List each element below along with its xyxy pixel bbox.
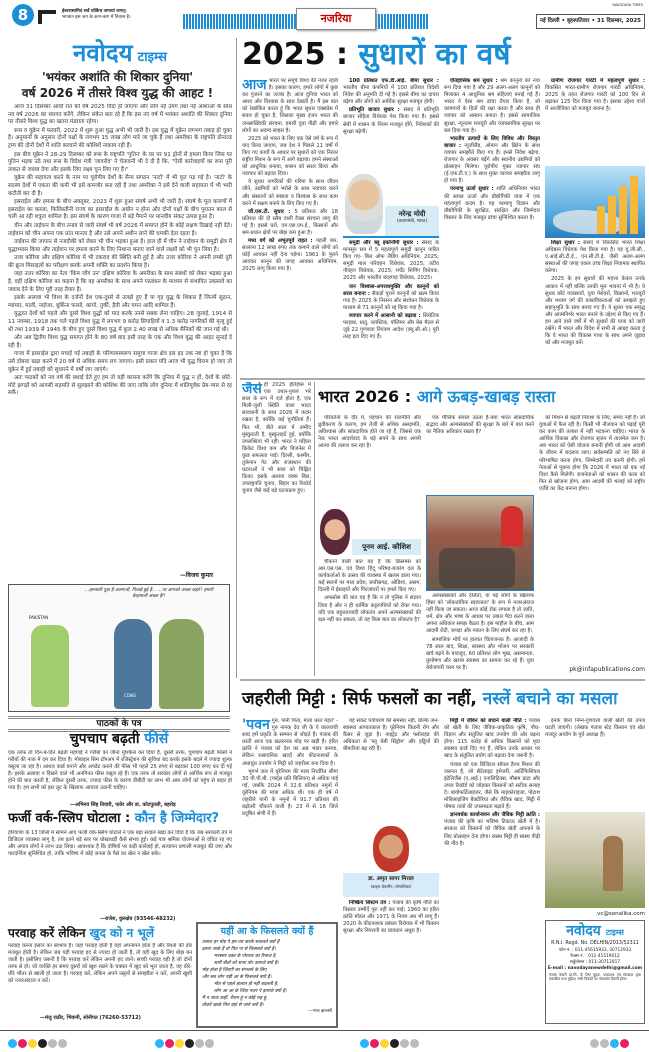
article-1-headline-year: 2025 :: [242, 37, 348, 72]
article-2-lead-column: [242, 382, 311, 676]
paragraph: निष्क्रिय सिस्टम तंत्र : पंजाब की कृषि नीति का विस्तार उम्मीदें पूरा नहीं कर पाई। 1960 का हरित क्रांति मॉडल और 1971 के नियम अब भी लागू हैं। 2020 के कीटनाशक प्रबंधन विधेयक में भी किसान सुरक्षा और निगरानी का प्रावधान अधूरा है।: [343, 900, 439, 935]
letter-3-author: —मंजु राठौर, भिवानी, सोनीपत (76260-53712): [40, 1015, 141, 1021]
poem-line: मयस्सर वक़्त के पोशाक का रिवाज है,: [214, 954, 277, 959]
bar-graphic: [619, 186, 627, 234]
imprint-box: [545, 920, 645, 1024]
article-1-col-3-text: [444, 78, 540, 376]
modi-role: (प्रधानमंत्री, भारत): [396, 219, 428, 224]
article-2-col-2-text-bottom: [426, 593, 534, 674]
editorial-title-1: 'भयंकर अशांति की शिकार दुनिया': [42, 70, 193, 84]
letter-2-title-b: कौन है जिम्मेदार?: [134, 811, 220, 826]
paragraph: इसके अलावा भी विश्व के दर्जनों देश एक-दूसरे से उलझे हुए हैं या गृह युद्ध के शिकार हैं जिनमें सूडान, म्यांमार, माली, नाईजर, बुर्किना फासो, कांगो, तुर्की, हैती और यमन आदि शामिल हैं।: [8, 295, 232, 309]
article-2-col-1: [318, 415, 421, 676]
article-1-col-1-text: [242, 78, 338, 376]
paragraph: जन विश्वास-अपराधमुक्ति और कानूनों को सरल बनाना : सैकड़ों पुराने कानूनों को खत्म किया गया है। 2025 के निरसन और संशोधन विधेयक के माध्यम से 71 कानूनों को रद्द किया गया है।: [343, 283, 439, 311]
imprint-fax: फैक्स नं. : 011-41519012: [570, 953, 620, 959]
letter-1-title-a: चुपचाप बढ़ती: [69, 731, 140, 747]
imprint-note: पंजाब केसरी प्रा.लि. के लिए मुद्रक, प्रकाशक एवं संपादक द्वारा प्रकाशित तथा मुद्रित। सभी विवादों का न्यायक्षेत्र दिल्ली होगा।: [549, 972, 641, 982]
masthead-suffix: टाइम्स: [137, 50, 167, 65]
letter-3-title: [8, 926, 154, 941]
section-divider: [240, 378, 645, 380]
bar-graphic: [608, 196, 616, 234]
article-3-col-1: [242, 718, 338, 918]
letters-section-label: पाठकों के पत्र: [92, 719, 145, 729]
article-3-col-2-text-bottom: [343, 900, 439, 1024]
letter-3-body: परवाह करना इंसान का स्वभाव है। जहां परवाह होती है वहां अपनापन होता है और रिश्तों की डोर मजबूत होती है। लेकिन जब यही परवाह हद से ज्यादा हो जाती है, तो वही खुद के लिए बोझ बन जाती है। इसीलिए जरूरी है कि परवाह करें लेकिन अपनी हद जानें। सच्ची परवाह वही है जो दोनों तरफ से हो। जो व्यक्ति हर समय दूसरों को खुश रखने के चक्कर में खुद को भूल जाता है, वह धीरे-धीरे भीतर से खाली हो जाता है। परवाह करें, लेकिन अपने उसूलों से समझौता न करें, अपनी खुशी को नजरअंदाज न करें।: [8, 943, 192, 985]
poem-line: मौत से पहले हालात हो नहीं बदलती है,: [214, 982, 279, 987]
cartoon-caption: ...हमवाली पुड़ा है अलगाची, पिचाड़े हुई है... ...पर आपको अच्छा कहां!! हमारी बेरहमाली अच्छा है!!: [84, 588, 214, 599]
article-3-col-4-text: [545, 718, 645, 810]
paragraph: भारत पर समूचे विश्व की नजर रहती है। इसका कारण, हमारे लोगों में कुछ कर गुजरने का जज्बा है। आज दुनिया भारत को आशा और विश्वास के साथ देखती है। मैं इस बात को रेखांकित करता हूं कि भारत सुधार एक्सप्रेस में सवार हो चुका है, जिसका मुख्य इंजन भारत की जनसांख्यिकी संरचना, हमारी युवा पीढ़ी और हमारे लोगों का अदम्य साहस है।: [242, 78, 338, 134]
paragraph: चौंकाने वाली बात यह है कि क्रिसमस को आर.एस.एस. एवं विश्व हिंदू परिषद-बजरंग दल के कार्यकर्ताओं के उत्सव की व्यवस्था में खलल डाला गया। कई स्थानों पर मध्य प्रदेश, छत्तीसगढ़, ओडिशा, असम, दिल्ली में ईसाइयों और गिरजाघरों पर हमले किए गए।: [318, 559, 421, 594]
paragraph: ज्ञानवर्धक कार्यान्वयन और जैविक मिट्टी क्रांति : पंजाब की कृषि का भविष्य टिकाऊ खेती में है। सरकार को किसानों को जैविक खेती अपनाने के लिए प्रोत्साहन देना होगा। स्वस्थ मिट्टी ही स्वस्थ पीढ़ी की नींव है।: [444, 812, 540, 847]
article-2-col-3-text: [539, 415, 645, 663]
article-2-col-2: [426, 415, 534, 676]
article-1-col-4: [545, 78, 645, 376]
paragraph: ये सुधार नागरिकों की गरिमा के साथ जीवन जीने, उद्यमियों को भरोसे के साथ नवाचार करने और संस्थानों को स्पष्टता व विश्वास के साथ काम करने में सक्षम बनाने के लिए किए गए हैं।: [242, 179, 338, 207]
paragraph: उत्तर कोरिया और दक्षिण कोरिया में भी टकराव की स्थिति बनी हुई है और उत्तर कोरिया ने अपनी लम्बी दूरी की क्रूज मिसाइलों का परीक्षण करके अपनी शक्ति का प्रदर्शन किया है।: [8, 255, 232, 269]
paragraph: को मिशन से बढ़ती निराशा के लिए, समय नहीं है। जो युवाओं में फैल रही है। किसी भी नौजवान को पढ़ाई पूरी कर काम की तलाश में नहीं भटकना चाहिए। भारत के आर्थिक विकास और रोजगार सृजन में तालमेल कम है। अब भारत को ऐसी योजना बनानी होगी जो आम आदमी के जीवन में बदलाव लाए। सर्वसम्मति को नए सिरे से परिभाषित करना होगा, जिम्मेदारी तय करनी होगी। हमें नेताओं से पूछना होगा कि 2026 में भारत को एक नई दिशा कैसे मिलेगी। राजनेताओं को शासन की कला को फिर से खोजना होगा, आम आदमी की भलाई को राष्ट्रीय एजैंडे का केंद्र बनाना होगा।: [539, 415, 645, 492]
paragraph: ताईवान की जापान से नजदीकी को लेकर भी चीन भड़का हुआ है। हाल ही में चीन ने ताईवान के समुद्री क्षेत्र में युद्धाभ्यास किया और ताईवान पर हमला करने के लिए निशाना बनाए जाने वाले लक्ष्यों को भी चुन लिया है।: [8, 239, 232, 253]
poem-box: [196, 922, 338, 1028]
paragraph: इस बीच यूक्रेन ने 28-29 दिसम्बर को रूस के राष्ट्रपति 'पुतिन' के घर पर 91 ड्रोनों से हमला किया जिस पर पुतिन भड़क उठे तथा रूस के विदेश मंत्री 'लावरोव' ने चेतावनी भी दे दी है कि, "ऐसी कार्रवाइयों का रूस पूरी ताकत से जवाब देगा और इसके लिए लक्ष्य चुन लिए गए हैं।": [8, 151, 232, 173]
article-2-headline-a: भारत 2026 :: [318, 387, 412, 406]
article-2-headline: [318, 384, 645, 410]
letter-1-author: —अभिनव सिंह तिवारी, पतोर और डा. कोटपुतली, बहरोड़: [70, 802, 176, 808]
paragraph: रूस व यूक्रेन में फरवरी, 2022 में शुरू हुआ युद्ध अभी भी जारी है। इस युद्ध में यूक्रेन लगभग तबाह हो चुका है। अनुमानों के अनुसार दोनों पक्षों के लगभग 15 लाख लोग मारे जा चुके हैं तथा अमरीका के राष्ट्रपति डोनाल्ड ट्रम्प की दोनों देशों में शांति करवाने की कोशिशें नाकाम रही हैं।: [8, 127, 232, 149]
paragraph: प्रतिभूति बाजार सुधार : संसद में प्रतिभूति बाजार संहिता विधेयक पेश किया गया है। इससे सेबी में शासन के नियम मजबूत होंगे, निवेशकों की सुरक्षा बढ़ेगी।: [343, 107, 439, 135]
section-tab: नजरिया: [296, 8, 376, 30]
political-cartoon: [8, 584, 230, 712]
paragraph: मिट्टी में जीवन को बचाने वाली नीति : पंजाब को खेती के लिए जैविक-प्राकृतिक कृषि, पौध-विज्ञान और संतुलित खाद उपयोग की ओर बढ़ना होगा। 115 करोड़ से अधिक किसानों को मृदा स्वास्थ्य कार्ड दिए गए हैं, लेकिन उनके आधार पर खाद के संतुलित प्रयोग को बढ़ावा देना जरूरी है।: [444, 718, 540, 760]
letter-3-title-a: परवाह करें लेकिन: [8, 926, 86, 940]
editorial-body: [8, 104, 232, 568]
cartoon-label-cong: CONG: [124, 693, 137, 698]
letter-1-body: एक तरफ तो दिन-ब-दिन बढ़ती महंगाई ने गरीबों का जीना मुश्किल कर दिया है, दूसरी तरफ, चुपचाप बढ़ती फीसों ने गरीबों की नाक में दम कर दिया है। मोबाइल सिम टॉपअप में रजिस्ट्रेशन की सुविधा बंद करके इसके बदले में ज्यादा शुल्क वसूला जा रहा है। आधार कार्ड बनाने और अपडेट कराने की फीस भी पहले 25 रुपए से बढ़ाकर 100 रुपए कर दी गई है। इसके अलावा न दिखने वाले भी अनगिनत फीस वसूल रहे हैं। एक तरफ तो सरकार लोगों से आर्थिक रूप से मजबूत होने की बात करती है, लेकिन दूसरी तरफ, ज्यादा फीस के कारण डीबीटी का लाभ भी आम लोगों को पहुंच से बाहर हो गया है। हम सभी को इस लूट के खिलाफ आवाज उठानी चाहिए।: [8, 750, 232, 792]
paragraph: मध्य वर्ग को अभूतपूर्व राहत : पहली बार, सालाना 12 लाख रुपए तक कमाने वाले लोगों को कोई आयकर नहीं देना पड़ेगा। 1961 के पुराने आयकर कानून की जगह आयकर अधिनियम, 2025 लागू किया गया है।: [242, 238, 338, 273]
mittal-photo: [343, 826, 439, 898]
paragraph: व्यापार करने में आसानी को बढ़ावा : सिंथेटिक फाइबर, धातु, प्लास्टिक, पॉलिमर और बेस मैटल से जुड़े 22 गुणवत्ता नियंत्रण आदेश (क्यू.सी.ओ.) पूरी तरह हटा दिए गए हैं।: [343, 312, 439, 341]
paragraph: शिक्षा सुधार : संसद में विकसित भारत शिक्षा अधिष्ठान विधेयक पेश किया गया है। यह यू.जी.सी., ए.आई.सी.टी.ई., एन.सी.टी.ई. जैसी अलग-अलग संस्थाओं की जगह एकल उच्च शिक्षा नियामक स्थापित करेगा।: [545, 240, 645, 275]
modi-portrait: [345, 174, 383, 234]
mittal-caption: [343, 873, 439, 897]
growth-chart-photo: [545, 166, 645, 238]
modi-photo: [343, 172, 439, 238]
article-3-headline-a: जहरीली मिट्टी : सिर्फ फसलों का नहीं,: [242, 689, 477, 709]
paragraph: ऐतिहासिक श्रम सुधार : श्रम कानूनों को नया रूप दिया गया है और 29 अलग-अलग कानूनों को मिलाकर 4 आधुनिक श्रम संहिताएं बनाई गई हैं। भारत ने ऐसा श्रम ढांचा तैयार किया है, जो कामगारों के हितों की रक्षा करता है और साथ ही व्यापार को आसान बनाता है। इससे सामाजिक सुरक्षा, न्यूनतम मजदूरी और व्यावसायिक सुरक्षा पर बल दिया गया है।: [444, 78, 540, 134]
paragraph: भारतीय उत्पादों के लिए विविध और विस्तृत बाजार : न्यूजीलैंड, ओमान और ब्रिटेन के साथ व्यापार समझौते किए गए हैं। इनसे निवेश बढ़ेगा, रोजगार के अवसर बढ़ेंगे और स्थानीय उद्यमियों को प्रोत्साहन मिलेगा। यूरोपीय मुक्त व्यापार संघ (ई.एफ.टी.ए.) के साथ मुक्त व्यापार समझौता लागू हो गया है।: [444, 135, 540, 185]
poonam-name: पूनम आई. कौशिश: [352, 539, 421, 555]
bar-graphic: [630, 176, 638, 234]
christmas-photo: [426, 495, 534, 591]
article-1-headline-title: सुधारों का वर्ष: [358, 37, 511, 72]
masthead-name: नवोदय: [73, 39, 133, 67]
paragraph: आज 31 दिसम्बर आधी रात को वर्ष 2025 विदा हो जाएगा और लोग नई उमंग तथा नई आशाओं के साथ नव वर्ष 2026 का स्वागत करेंगे, लेकिन संकेत बता रहे हैं कि इस नए वर्ष में भयंकर अशांति की शिकार दुनिया पर तीसरे विश्व युद्ध का खतरा मंडराता रहेगा।: [8, 104, 232, 126]
paragraph: 2025 को भारत के लिए एक ऐसे वर्ष के रूप में याद किया जाएगा, जब देश ने पिछले 11 वर्षों में किए गए कार्यों के आधार पर सुधारों को एक निरंतर राष्ट्रीय मिशन के रूप में आगे बढ़ाया। हमने संस्थाओं को आधुनिक बनाया, शासन को सरल किया और नवाचार को बढ़ावा दिया।: [242, 135, 338, 178]
article-2-col-1-text-bottom: [318, 559, 421, 672]
article-3-col-3-text: [444, 718, 540, 1026]
paragraph: भूगर्भ जल में यूरेनियम की मात्रा निर्धारित सीमा 30 पी.पी.बी. (पार्ट्स प्रति बिलियन) से अधिक पाई गई, जबकि 2024 में 32.6 प्रतिशत नमूनों में यूरेनियम की मात्रा अधिक थी। एक ही वर्ष में जहरीले पानी के नमूनों में 91.7 प्रतिशत की बढ़ोतरी चौंकाने वाली है। 23 में से 16 जिले प्रदूषित श्रेणी में हैं।: [242, 768, 338, 818]
poonam-portrait: [320, 509, 350, 555]
header-date: नई दिल्ली • बृहस्पतिवार • 31 दिसम्बर, 2025: [536, 14, 645, 29]
article-1-col-4-text-top: [545, 78, 645, 164]
letter-2-author: —राजेश, कुरुक्षेत्र (93546-48232): [100, 916, 176, 922]
paragraph: सामाजिक मोर्चे पर हालात चिंताजनक हैं। आजादी के 78 साल बाद, शिक्षा, स्वास्थ्य और भोजन पर सरकारी खर्च बढ़ने के बावजूद, 60 प्रतिशत लोग भूख, असमानता, कुपोषण और खराब स्वास्थ्य का सामना कर रहे हैं। युवा बेरोजगारी चरम पर है।: [426, 636, 534, 671]
column-divider: [236, 38, 237, 678]
poem-line: मोड़ होता है जिंदगी का संभलने के लिए,: [202, 968, 268, 973]
article-3-headline: [242, 684, 645, 714]
article-1-col-3: [444, 78, 540, 376]
article-1-col-2: [343, 78, 439, 376]
imprint-name: नवोदय: [566, 923, 601, 939]
article-1-col-2-text-top: [343, 78, 439, 170]
paragraph: एक मौलिक सवाल उठता है-क्या भारत सांप्रदायिक सद्भाव और अल्पसंख्यकों की सुरक्षा के बारे में बात करने का नैतिक अधिकार रखता है?: [426, 415, 534, 436]
poem-line: तलाश हर मोड़ पे हम तय करके सवालते क्यों हैं: [202, 940, 280, 945]
poem-line: ठोकरें खाके फिर वहां से जाते क्यों हैं।: [202, 1003, 264, 1008]
imprint-masthead: [546, 922, 644, 941]
paragraph: जी.एस.टी. सुधार : 5 प्रतिशत और 18 प्रतिशत की दो स्लैब वाली टैक्स संरचना लागू की गई है। इससे घरों, एम.एस.एम.ई., किसानों और श्रम-प्रधान क्षेत्रों पर बोझ कम हुआ है।: [242, 208, 338, 236]
letter-2-body: हरियाणा के 13 जिलों में सामने आए फर्जी वर्क-स्लिप घोटाले ने एक बड़ा सवाल खड़ा कर दिया है कि जब सरकारी तंत्र में डिजिटल व्यवस्था लागू है, तब इतने बड़े स्तर पर धोखाधड़ी कैसे संभव हुई। कई पात्र श्रमिक योजनाओं से वंचित रह गए और अपात्र लोगों ने लाभ उठा लिया। आवश्यक है कि दोषियों पर कड़ी कार्रवाई हो, सत्यापन प्रणाली मजबूत की जाए और पारदर्शिता सुनिश्चित हो, ताकि भविष्य में कोई जनता के पैसे का खेल न खेल सके।: [8, 830, 232, 858]
paragraph: यह संकट पर्यावरण की समस्या नहीं, बल्कि जन-स्वास्थ्य आपातकाल है। यूरेनियम किडनी रोग और कैंसर से जुड़ा है। नाइट्रेट और फ्लोराइड की अधिकता से 'ब्लू बेबी सिंड्रोम' और हड्डियों की बीमारियां बढ़ रही हैं।: [343, 718, 439, 753]
poem-line: मैं न जाऊं कहीं, रौशन हूं न कोई राह हूं,: [202, 996, 268, 1001]
tagline-line-2: भगवान इस जग के कण-कण में निवास है।: [62, 15, 131, 20]
paragraph: पंजाब को एक डिजिटल सॉयल हैल्थ मिशन की जरूरत है, जो सैटेलाइट इमेजरी, आर्टिफिशियल इंटेलिजैंस (ए.आई.) एनालिटिक्स, मौसम डाटा और उपज रिकॉर्ड को जोड़कर किसानों को सटीक सलाह दे। बायोफर्टिलाइजर, जैसे कि माइकोराइजा, पोटाश मोबिलाइजिंग बैक्टीरिया और जैविक खाद, मिट्टी में पोषक तत्वों की उपलब्धता बढ़ाते हैं।: [444, 761, 540, 811]
paragraph: गुरु, पानी पिता, माता धरत महत' - गुरु नानक देव जी के ये कालजयी शब्द हमें प्रकृति के सम्मान से जोड़ते हैं। पंजाब की धरती आज एक खतरनाक मोड़ पर खड़ी है। हरित क्रांति ने पंजाब को देश का अन्न भंडार बनाया, लेकिन रासायनिक खादों और कीटनाशकों के अंधाधुंध उपयोग ने मिट्टी को जहरीला बना दिया है।: [242, 718, 338, 767]
paragraph: जहां उत्तर कोरिया का नेता 'किम जोंग उन' दक्षिण कोरिया के अमरीका के साथ संबंधों को लेकर भड़का हुआ है, वहीं दक्षिण कोरिया का कहना है कि वह अमरीका के साथ अपने गठबंधन के माध्यम से संभावित उकसावे का जवाब देने के लिए पूरी तरह तैयार है।: [8, 271, 232, 293]
logo-flag-icon: [38, 10, 56, 24]
paragraph: अल्पसंख्यकों और दलितों, या पढ़े लोगों के खिलाफ हिंसा को 'लोकतांत्रिक स्वायत्तता' के रूप में नजरअंदाज नहीं किया जा सकता। आज कोई रोक लगाता है तो जाति, धर्म, क्षेत्र और भाषा के आधार पर उबाल पैदा करने वाला अपना अधिकार समझ बैठता है। इस माहौल के बीच, आम आदमी रोटी, कपड़ा और मकान के लिए संघर्ष कर रहा है।: [426, 593, 534, 635]
article-1-headline: [242, 36, 645, 74]
imprint-phone: फोन नं. : 011-45615933, 30712933: [558, 947, 632, 953]
article-2-lead: [242, 382, 311, 676]
article-2-headline-b: आगे ऊबड़-खाबड़ रास्ता: [416, 387, 556, 406]
article-3-dropcap: 'पवन: [242, 718, 270, 733]
poem-line: और सब लोग यहीं आ के फिसलते क्यों हैं।: [202, 975, 272, 980]
paragraph: समुद्री और ब्लू इकोनॉमी सुधार : संसद के मानसून सत्र में 5 महत्वपूर्ण समुद्री कानून पारित किए गए- बिल ऑफ लैडिंग अधिनियम, 2025; समुद्री माल परिवहन विधेयक, 2025; तटीय नौवहन विधेयक, 2025; मर्चेंट शिपिंग विधेयक, 2025 और भारतीय बंदरगाह विधेयक, 2025।: [343, 240, 439, 282]
letter-2-title: [8, 811, 219, 827]
paragraph: युद्धरत देशों को पहले और दूसरे विश्व युद्धों को याद करके उनसे सबक लेना चाहिए। 28 जुलाई, 1914 से 11 नवम्बर, 1918 तक चले पहले विश्व युद्ध में लगभग 9 करोड़ सिपाहियों व 1.3 करोड़ नागरिकों की मृत्यु हुई थी तथा 1939 से 1945 के बीच हुए दूसरे विश्व युद्ध में कुल 2.40 लाख से अधिक सैनिकों की जान गई थी।: [8, 311, 232, 333]
paragraph: यूक्रेन की सहायता करने के नाम पर यूरोपीय देशों के सैन्य संगठन 'नाटो' में भी फूट पड़ गई है। 'नाटो' के सदस्य देशों में एकता की कमी भी इसे कमजोर बना रही है तथा अमरीका ने इसे देने वाली सहायता में भी भारी कटौती कर दी है।: [8, 175, 232, 197]
editorial-title-2: वर्ष 2026 में तीसरे विश्व युद्ध की आहट !: [21, 86, 214, 100]
article-2-lead-text: ही 2025 इतिहास में एक उथल-पुथल भरे साल के रूप में दर्ज होता है, एक मिली-जुली स्थिति वाला भारत सावधानी के साथ 2026 में कदम रखता है, क्योंकि कई चुनौतियां हैं। फिर भी, बीते साल में उम्मीद मुस्कुराती है, मुस्कुराहटें हुई, क्योंकि उपलब्धियां भी रहीं। भारत ने महिला क्रिकेट विश्व कप और बिजनेस में कुछ सफलता पाई। दिल्ली, कश्मीर, तुर्कमान गेट और राजस्थान की घटनाओं ने भी साल को चिह्नित किया। इसके अलावा वक्फ बिल, उपराष्ट्रपति चुनाव, बिहार का रिकॉर्ड चुनाव जैसे कई बड़े घटनाक्रम हुए।: [242, 382, 311, 495]
cartoon-figure-3: [159, 619, 204, 709]
mittal-role: (वाइस चेयरमैन, सोनालिका): [370, 884, 412, 889]
article-2-col-1-text-top: [318, 415, 421, 507]
page-number: 8: [12, 4, 34, 26]
paragraph: अफसोस की बात यह है कि न तो पुलिस ने संज्ञान लिया है और न ही धार्मिक कट्टरपंथियों को रोका गया। यदि एक बहुलतावादी लोकतंत्र अपने अल्पसंख्यकों की रक्षा नहीं कर सकता, तो वह किस बात का लोकतंत्र है?: [318, 595, 421, 623]
article-2-col-2-text-top: [426, 415, 534, 493]
paragraph: ग्रामीण रोजगार गारंटी में महत्वपूर्ण सुधार : विकसित भारत-ग्रामीण रोजगार गारंटी अधिनियम, 2025 के तहत रोजगार गारंटी को 100 दिन से बढ़ाकर 125 दिन किया गया है। इसका उद्देश्य गांवों में आजीविका को मजबूत बनाना है।: [545, 78, 645, 113]
paragraph: इसराईल और हमास के बीच अक्तूबर, 2023 में शुरू हुआ संघर्ष अभी भी जारी है। संघर्ष के मूल कारणों में इसराईल का कब्जा, फिलिस्तीनी राज्य का इसराईल के अधीन न होना और दोनों पक्षों के बीच पुरातन काल से चली आ रही शत्रुता शामिल है। इस संघर्ष के कारण गाजा में बड़े पैमाने पर मानवीय संकट उत्पन्न हुआ है।: [8, 199, 232, 221]
modi-name: नरेन्द्र मोदी: [398, 210, 426, 218]
article-1-col-4-text-bottom: [545, 240, 645, 374]
poem-author: —नफा झाल्सी: [308, 1009, 332, 1014]
header-corner-label: NAVODAYA TIMES: [612, 3, 643, 7]
poem-lines: [202, 939, 332, 1009]
poem-line: सारी बीतों को सजा तोर उतारते क्यों हैं।: [214, 961, 279, 966]
poem-title: यहीं आ के फिसलते क्यों हैं: [220, 926, 314, 937]
article-3-col-4: [545, 718, 645, 1028]
cartoon-figure-1: [31, 625, 69, 707]
bar-graphic: [597, 206, 605, 234]
crowd: [439, 548, 515, 588]
article-3-headline-b: नस्लें बचाने का मसला: [482, 689, 618, 709]
article-3-col-3: [444, 718, 540, 1026]
paragraph: परिवर्तनों के दौर में, पहचान की राजनीति और ध्रुवीकरण के कारण, हम तेजी से अधिक असहमति, अविश्वास और सांप्रदायिक होते जा रहे हैं, जिससे एक नेक भारत आदर्शवाद के बड़े सपने के साथ अपनी आत्मा की तलाश कर रहा है।: [318, 415, 421, 450]
paragraph: परमाणु ऊर्जा सुधार : शांति अधिनियम भारत की स्वच्छ ऊर्जा और प्रौद्योगिकी यात्रा में एक महत्वपूर्ण कदम है। यह परमाणु विज्ञान और प्रौद्योगिकी के सुरक्षित, संरक्षित और जिम्मेदार विस्तार के लिए मजबूत ढांचा सुनिश्चित करता है।: [444, 186, 540, 221]
poonam-photo: [318, 509, 421, 557]
article-2-dropcap: जैसे: [242, 382, 262, 397]
paragraph: 2025 के इन सुधारों की महत्ता केवल उनके आकार में नहीं बल्कि उनकी मूल भावना में भी है। ये सुधार छोटे व्यवसायों, युवा पेशेवरों, किसानों, मजदूरों और मध्यम वर्ग की वास्तविकताओं को समझते हुए सहानुभूति के साथ बनाए गए हैं। ये सुधार एक समृद्ध और आत्मनिर्भर भारत बनाने के उद्देश्य से किए गए हैं। हम आने वाले वर्षों में भी सुधारों की यात्रा को जारी रखेंगे। मैं भारत और विदेश में सभी से आग्रह करता हूं कि वे भारत की विकास गाथा के साथ अपने जुड़ाव को और मजबूत करें।: [545, 276, 645, 347]
mittal-name: डा. अमृत सागर मित्तल: [368, 876, 414, 882]
paragraph: इनके बिना निम्न-गुणवत्ता वाली खेती की उपज घटती जाएगी। (लेखक पंजाब स्टेट किसान एवं खेत मजदूर आयोग के पूर्व अध्यक्ष हैं): [545, 718, 645, 739]
article-3-email: vc@sonalika.com: [597, 911, 645, 917]
section-divider: [240, 679, 645, 681]
print-color-bar: [0, 1030, 649, 1043]
column-divider: [314, 382, 315, 676]
imprint-circulation: सर्कुलेशन : 011-30712917: [569, 959, 621, 965]
imprint-email: E-mail : navodayanewdelhi@gmail.com: [547, 965, 643, 971]
paragraph: गाजा में इसराईल द्वारा मचाई गई तबाही के परिणामस्वरूप समूचा गाजा क्षेत्र इस हद तक नष्ट हो चुका है कि उसे दोबारा खड़ा करने में 20 वर्ष से अधिक समय लग जाएगा। इसी प्रकार यदि आज भी युद्ध विराम हो जाए तो यूक्रेन में हुई तबाही को सुधारने में वर्षों लग जाएंगे।: [8, 351, 232, 373]
letter-3-title-b: खुद को न भूलें: [89, 926, 154, 940]
letter-1-title: [8, 731, 230, 748]
article-3-col-1-text: [242, 718, 338, 918]
letter-1-title-b: फीसें: [144, 731, 169, 747]
imprint-reg: R.N.I. Regd. No. DELHIN/2013/52311: [551, 941, 639, 946]
farmer-figure: [603, 836, 623, 891]
masthead: [30, 36, 210, 69]
mittal-portrait: [373, 826, 409, 872]
paragraph: अतः पाठकों को नव वर्ष की बधाई देते हुए हम तो यही कामना करेंगे कि दुनिया में युद्ध न हों, देशों के छोटे-मोटे झगड़ों को आपसी सहमति से सुलझाने की कोशिश की जाए ताकि लोग दुनिया में शांतिपूर्वक प्रेम-प्यार से रह सकें।: [8, 375, 232, 397]
article-1-dropcap: आज: [242, 78, 267, 93]
article-3-col-2-text-top: [343, 718, 439, 824]
paragraph: चीन और ताईवान के बीच तनाव से जारी संघर्ष भी वर्ष 2026 में समाप्त होने के कोई लक्षण दिखाई नहीं देते। ताईवान को चीन अपना एक प्रांत मानता है और उसे अपने अधीन लाने की धमकी देता रहता है।: [8, 222, 232, 237]
poem-line: इतना जाके हैं तो फिर पा से फिसलते क्यों हैं।: [202, 947, 276, 952]
santa-figure: [501, 506, 523, 546]
letters-section-header: [8, 716, 230, 732]
article-3-col-2: [343, 718, 439, 1026]
article-1-col-1: [242, 78, 338, 376]
paragraph: और अब द्वितीय विश्व युद्ध समाप्त होने के 80 वर्ष बाद इसी तरह के एक और विश्व युद्ध की आहट सुनाई दे रही है।: [8, 335, 232, 349]
editorial-author: —विजय कुमार: [180, 572, 214, 579]
paragraph: 100 प्रतिशत एफ.डी.आई. बीमा सुधार : भारतीय बीमा कंपनियों में 100 प्रतिशत विदेशी निवेश की अनुमति दी गई है। इससे बीमा का दायरा बढ़ेगा और लोगों को आर्थिक सुरक्षा मजबूत होगी।: [343, 78, 439, 106]
article-2-email: pk@infapublications.com: [569, 666, 645, 673]
farmer-spraying-photo: [545, 812, 645, 908]
article-2-col-3: [539, 415, 645, 676]
poem-line: लोग आ आ के जिंदा नज़र पे इतराते क्यों हैं।: [214, 989, 287, 994]
modi-caption: [385, 206, 439, 236]
letter-2-title-a: फर्जी वर्क-स्लिप घोटाला :: [8, 811, 131, 826]
tagline-line-1: ईश्वरास्यमिदं सर्वं यत्किंच जगत्यां जगत्।: [62, 9, 127, 14]
cartoon-label-pakistan: PAKISTAN: [29, 615, 49, 620]
imprint-suffix: टाइम्स: [605, 928, 624, 937]
header-tagline: [62, 9, 180, 21]
article-1-col-2-text-bottom: [343, 240, 439, 374]
